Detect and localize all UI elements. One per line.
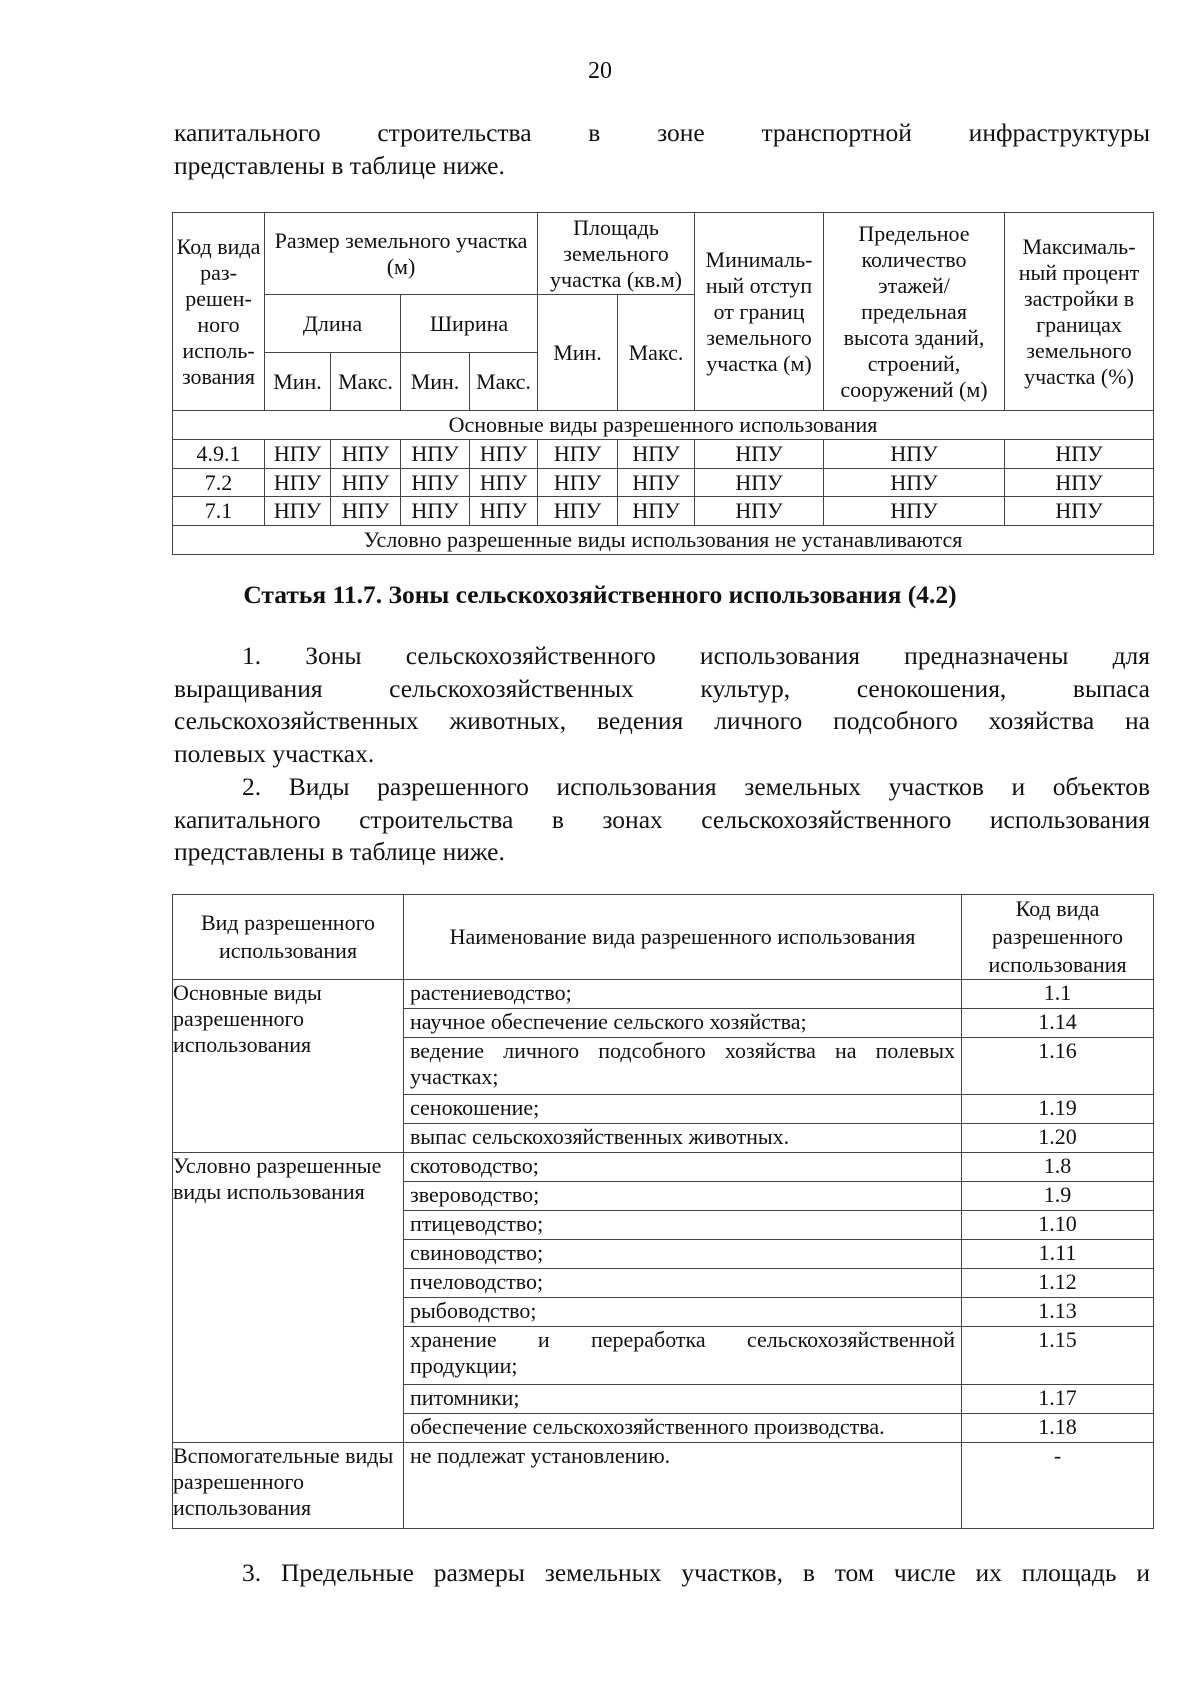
header-percent: Максималь-ный процент застройки в границах земельного участка (%)	[1005, 213, 1154, 411]
header-width: Ширина	[401, 295, 538, 353]
cell: НПУ	[470, 440, 538, 469]
text-line: 2. Виды разрешенного использования земельных участков и объектов	[242, 771, 1150, 801]
use-name: пчеловодство;	[404, 1269, 962, 1298]
header-area: Площадь земельного участка (кв.м)	[538, 213, 695, 295]
section-main: Основные виды разрешенного использования	[173, 411, 1154, 440]
use-name: научное обеспечение сельского хозяйства;	[404, 1009, 962, 1038]
use-code: 1.12	[962, 1269, 1154, 1298]
cell: НПУ	[538, 469, 618, 497]
use-name: скотоводство;	[404, 1153, 962, 1182]
cell: НПУ	[470, 497, 538, 526]
use-code: 1.17	[962, 1385, 1154, 1414]
cell: НПУ	[401, 469, 470, 497]
cell: НПУ	[331, 497, 401, 526]
cell: НПУ	[824, 497, 1005, 526]
table-row	[173, 440, 1154, 469]
header-code: Код вида раз-решен-ного исполь-зования	[173, 213, 265, 411]
cell: НПУ	[265, 440, 331, 469]
use-name: не подлежат установлению.	[404, 1443, 962, 1529]
use-name: свиноводство;	[404, 1240, 962, 1269]
text-line: 3. Предельные размеры земельных участков, в том числе их площадь и	[242, 1558, 1150, 1587]
header-use-code: Код вида разрешенного использования	[962, 895, 1154, 980]
group-label: Основные виды разрешенного использования	[173, 980, 404, 1153]
use-code: 1.10	[962, 1211, 1154, 1240]
header-use-name: Наименование вида разрешенного использования	[404, 895, 962, 980]
cell: НПУ	[695, 497, 824, 526]
use-code: 1.16	[962, 1038, 1154, 1095]
cell: НПУ	[265, 469, 331, 497]
text-line: полевых участках.	[174, 739, 375, 769]
page-number: 20	[588, 58, 612, 84]
use-code: 1.1	[962, 980, 1154, 1009]
cell: НПУ	[331, 469, 401, 497]
article-heading: Статья 11.7. Зоны сельскохозяйственного использования (4.2)	[243, 580, 957, 609]
header-length-min: Мин.	[265, 353, 331, 411]
cell-code: 7.1	[173, 497, 265, 526]
use-name: хранение и переработка сельскохозяйственной продукции;	[404, 1327, 962, 1385]
header-width-max: Макс.	[470, 353, 538, 411]
use-code: 1.18	[962, 1414, 1154, 1443]
intro-paragraph	[174, 117, 1150, 182]
header-area-max: Макс.	[618, 295, 695, 411]
header-length: Длина	[265, 295, 401, 353]
cell: НПУ	[824, 469, 1005, 497]
header-width-min: Мин.	[401, 353, 470, 411]
use-name: птицеводство;	[404, 1211, 962, 1240]
use-code: 1.20	[962, 1124, 1154, 1153]
cell: НПУ	[695, 469, 824, 497]
use-code: 1.13	[962, 1298, 1154, 1327]
group-label: Вспомогательные виды разрешенного использования	[173, 1443, 404, 1529]
use-name: растениеводство;	[404, 980, 962, 1009]
cell-code: 7.2	[173, 469, 265, 497]
cell: НПУ	[265, 497, 331, 526]
header-offset: Минималь-ный отступ от границ земельного участка (м)	[695, 213, 824, 411]
text-line: 1. Зоны сельскохозяйственного использования предназначены для	[242, 641, 1150, 670]
use-name: рыбоводство;	[404, 1298, 962, 1327]
use-code: 1.11	[962, 1240, 1154, 1269]
use-code: 1.19	[962, 1095, 1154, 1124]
cell: НПУ	[1005, 497, 1154, 526]
table-row	[173, 980, 1154, 1009]
header-area-min: Мин.	[538, 295, 618, 411]
header-floors: Предельное количество этажей/ предельная высота зданий, строений, сооружений (м)	[824, 213, 1005, 411]
use-name: обеспечение сельскохозяйственного производства.	[404, 1414, 962, 1443]
table-row	[173, 497, 1154, 526]
use-name: питомники;	[404, 1385, 962, 1414]
transport-zone-limits-table	[172, 212, 1154, 555]
use-code: 1.14	[962, 1009, 1154, 1038]
paragraph-1	[174, 640, 1150, 869]
cell: НПУ	[538, 497, 618, 526]
use-code: 1.8	[962, 1153, 1154, 1182]
cell: НПУ	[401, 497, 470, 526]
cell: НПУ	[1005, 469, 1154, 497]
cell: НПУ	[1005, 440, 1154, 469]
cell: НПУ	[401, 440, 470, 469]
table-row	[173, 1443, 1154, 1529]
header-length-max: Макс.	[331, 353, 401, 411]
use-name: ведение личного подсобного хозяйства на полевых участках;	[404, 1038, 962, 1095]
cell: НПУ	[618, 469, 695, 497]
table-row	[173, 1153, 1154, 1182]
use-code: -	[962, 1443, 1154, 1529]
use-name: звероводство;	[404, 1182, 962, 1211]
cell: НПУ	[824, 440, 1005, 469]
table-footer: Условно разрешенные виды использования не устанавливаются	[173, 526, 1154, 555]
text-line: представлены в таблице ниже.	[174, 837, 505, 867]
cell-code: 4.9.1	[173, 440, 265, 469]
text-line: представлены в таблице ниже.	[174, 150, 505, 180]
use-name: выпас сельскохозяйственных животных.	[404, 1124, 962, 1153]
use-name: сенокошение;	[404, 1095, 962, 1124]
group-label: Условно разрешенные виды использования	[173, 1153, 404, 1443]
cell: НПУ	[470, 469, 538, 497]
text-line: сельскохозяйственных животных, ведения личного подсобного хозяйства на	[174, 706, 1150, 736]
cell: НПУ	[538, 440, 618, 469]
paragraph-3	[174, 1557, 1150, 1590]
cell: НПУ	[331, 440, 401, 469]
table-row	[173, 469, 1154, 497]
header-plot-size: Размер земельного участка (м)	[265, 213, 538, 295]
cell: НПУ	[695, 440, 824, 469]
agricultural-zone-uses-table	[172, 894, 1154, 1529]
cell: НПУ	[618, 440, 695, 469]
use-code: 1.9	[962, 1182, 1154, 1211]
header-use-type: Вид разрешенного использования	[173, 895, 404, 980]
text-line: выращивания сельскохозяйственных культур, сенокошения, выпаса	[174, 673, 1150, 703]
text-line: капитального строительства в зоне транспортной инфраструктуры	[174, 118, 1150, 147]
use-code: 1.15	[962, 1327, 1154, 1385]
cell: НПУ	[618, 497, 695, 526]
text-line: капитального строительства в зонах сельскохозяйственного использования	[174, 804, 1150, 834]
